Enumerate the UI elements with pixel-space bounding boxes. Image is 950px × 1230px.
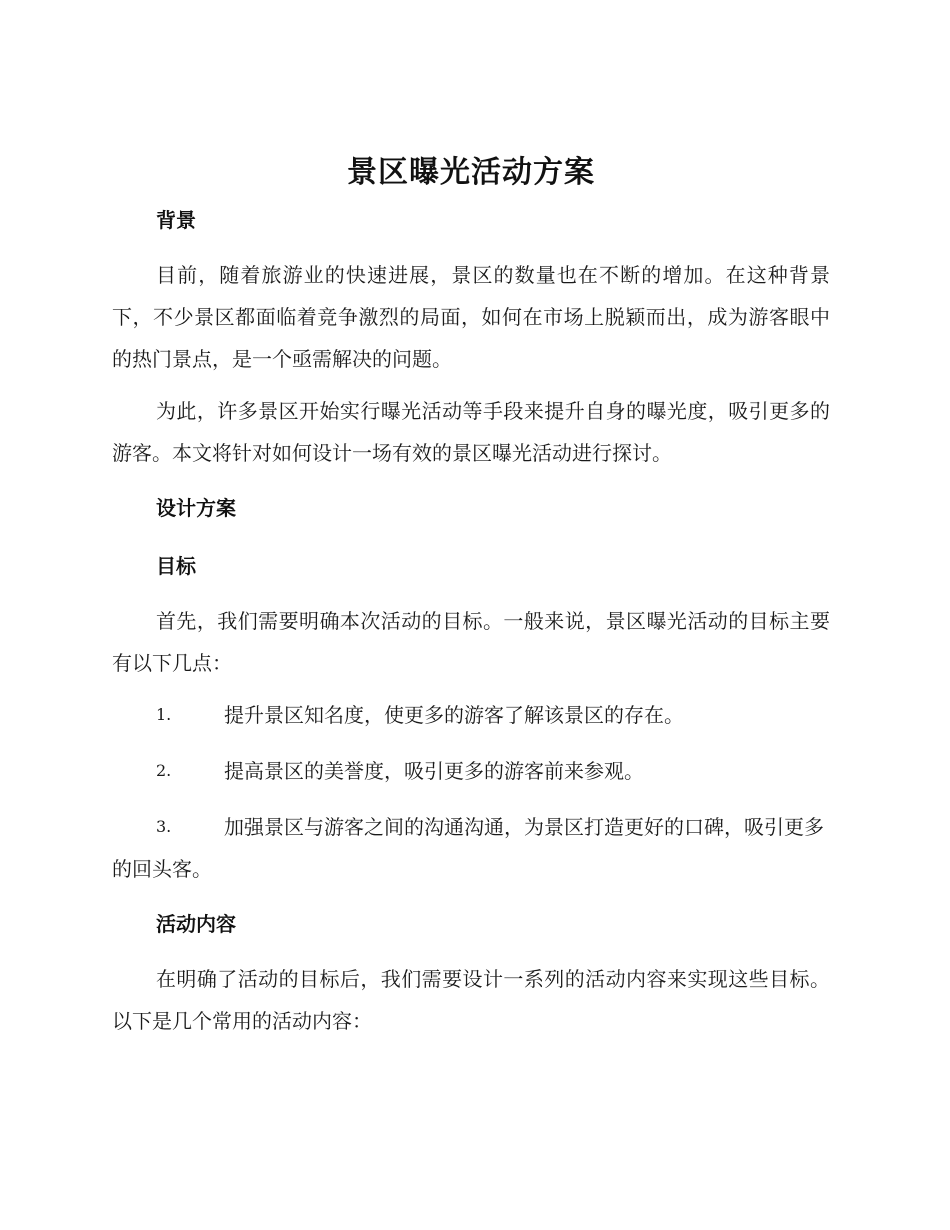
- list-text: 提升景区知名度，使更多的游客了解该景区的存在。: [224, 703, 684, 727]
- list-number: 2.: [156, 761, 172, 780]
- paragraph-content-intro: 在明确了活动的目标后，我们需要设计一系列的活动内容来实现这些目标。以下是几个常用的活动内容：: [112, 967, 830, 1033]
- list-number: 1.: [156, 705, 172, 724]
- goal-list-item-3: [112, 806, 830, 890]
- goal-list-item-1: [112, 694, 830, 736]
- paragraph-goal-intro: 首先，我们需要明确本次活动的目标。一般来说，景区曝光活动的目标主要有以下几点：: [112, 609, 830, 675]
- list-number: 3.: [156, 817, 172, 836]
- paragraph-background-1: 目前，随着旅游业的快速进展，景区的数量也在不断的增加。在这种背景下，不少景区都面临着竞争激烈的局面，如何在市场上脱颖而出，成为游客眼中的热门景点，是一个亟需解决的问题。: [112, 263, 830, 371]
- section-heading-goal: 目标: [156, 554, 196, 578]
- document-page: [112, 150, 830, 1042]
- document-title: 景区曝光活动方案: [347, 155, 595, 190]
- paragraph-background-2: 为此，许多景区开始实行曝光活动等手段来提升自身的曝光度，吸引更多的游客。本文将针对如何设计一场有效的景区曝光活动进行探讨。: [112, 399, 830, 465]
- section-heading-content: 活动内容: [156, 912, 236, 936]
- section-heading-design: 设计方案: [156, 496, 236, 520]
- section-heading-background: 背景: [156, 208, 196, 232]
- goal-list-item-2: [112, 750, 830, 792]
- list-text: 提高景区的美誉度，吸引更多的游客前来参观。: [224, 759, 644, 783]
- list-text: 加强景区与游客之间的沟通沟通，为景区打造更好的口碑，吸引更多的回头客。: [112, 815, 824, 881]
